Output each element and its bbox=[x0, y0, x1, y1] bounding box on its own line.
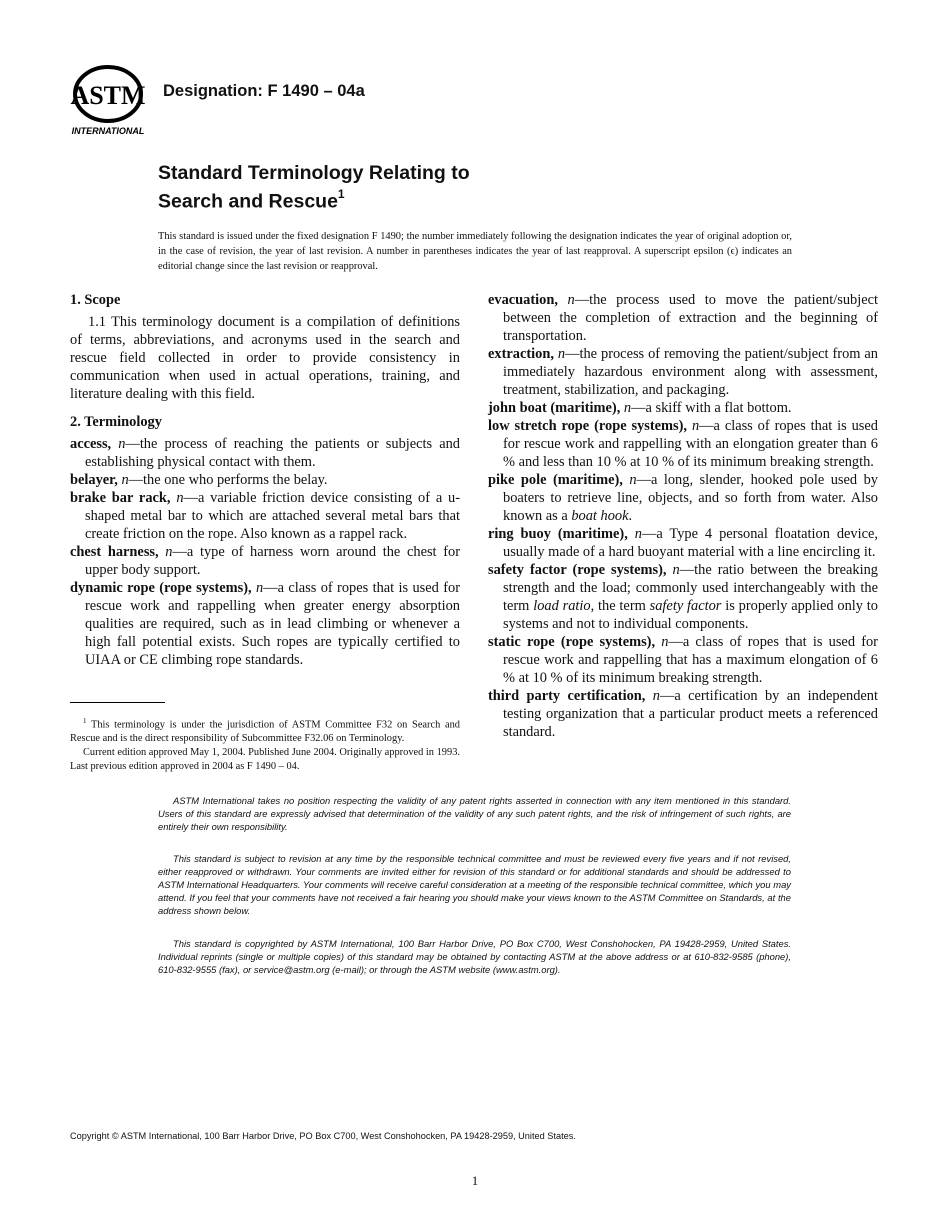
copyright-notice: This standard is copyrighted by ASTM International, 100 Barr Harbor Drive, PO Box C700, West Conshohocken, PA 19428-2959, United States. Individual reprints (single or multiple copies) of this standard may be obtained by contacting ASTM at the above address or at 610-832-9585 (phone), 610-832-9555 (fax), or service@astm.org (e-mail); or through the ASTM website (www.astm.org). bbox=[158, 938, 791, 975]
term-entry bbox=[488, 399, 878, 417]
term-definition-cont: , the term bbox=[590, 598, 650, 614]
term-entry bbox=[488, 345, 878, 399]
term-definition: —a variable friction device consisting of a u-shaped metal bar to which are attached several metal bars that create friction on the rope. Also known as a rappel rack. bbox=[85, 490, 461, 542]
term-italic: boat hook bbox=[571, 508, 629, 524]
copyright-line: Copyright © ASTM International, 100 Barr Harbor Drive, PO Box C700, West Conshohocken, PA 19428-2959, United States. bbox=[70, 1131, 576, 1141]
term-name: john boat (maritime), bbox=[488, 400, 621, 416]
right-column bbox=[488, 291, 878, 741]
footnote-divider bbox=[70, 702, 165, 703]
designation: Designation: F 1490 – 04a bbox=[163, 82, 365, 100]
term-definition: —the one who performs the belay. bbox=[128, 472, 328, 488]
logo-letters: ASTM bbox=[70, 81, 146, 110]
term-entry bbox=[488, 417, 878, 471]
term-name: third party certification, bbox=[488, 688, 646, 704]
scope-heading: 1. Scope bbox=[70, 292, 121, 308]
term-tail: is properly applied only to systems and not to individual components. bbox=[503, 598, 879, 632]
term-pos: n bbox=[634, 526, 642, 542]
term-pos: n bbox=[176, 490, 184, 506]
term-pos: n bbox=[623, 400, 632, 416]
term-tail: . bbox=[628, 508, 633, 524]
term-pos: n bbox=[121, 472, 129, 488]
left-column bbox=[70, 291, 460, 669]
term-entry bbox=[488, 633, 878, 687]
term-name: extraction, bbox=[488, 346, 554, 362]
footnote-text-1: This terminology is under the jurisdiction of ASTM Committee F32 on Search and Rescue and is the direct responsibility of Subcommittee F32.06 on Terminology. bbox=[70, 719, 460, 745]
term-name: pike pole (maritime), bbox=[488, 472, 623, 488]
title-line-2-text: Search and Rescue bbox=[158, 190, 338, 213]
term-italic-2: safety factor bbox=[649, 598, 722, 614]
term-pos: n bbox=[567, 292, 575, 308]
term-entry bbox=[70, 543, 460, 579]
term-pos: n bbox=[652, 688, 660, 704]
term-name: belayer, bbox=[70, 472, 118, 488]
revision-notice: This standard is subject to revision at any time by the responsible technical committee and must be reviewed every five years and if not revised, either reapproved or withdrawn. Your comments are invited either for revision of this standard or for additional standards and should be addressed to ASTM International Headquarters. Your comments will receive careful consideration at a meeting of the responsible technical committee, which you may attend. If you feel that your comments have not received a fair hearing you should make your views known to the ASTM Committee on Standards, at the address shown below. bbox=[158, 853, 791, 916]
term-definition: —a long, slender, hooked pole used by boaters to retrieve line, objects, and so forth from water. Also known as a bbox=[503, 472, 878, 524]
term-pos: n bbox=[629, 472, 637, 488]
term-entry bbox=[488, 525, 878, 561]
footnote-mark: 1 bbox=[83, 717, 87, 725]
astm-logo bbox=[68, 64, 152, 138]
term-name: low stretch rope (rope systems), bbox=[488, 418, 688, 434]
term-definition: —a class of ropes that is used for rescue work and rappelling that has a maximum elongation of 6 % at 10 % of its minimum breaking strength. bbox=[503, 634, 878, 686]
footnote-paragraph-2: Current edition approved May 1, 2004. Published June 2004. Originally approved in 1993. Last previous edition approved in 2004 as F 1490 – 04. bbox=[70, 747, 460, 773]
patent-notice: ASTM International takes no position respecting the validity of any patent rights asserted in connection with any item mentioned in this standard. Users of this standard are expressly advised that determination of the validity of any such patent rights, and the risk of infringement of such rights, are entirely their own responsibility. bbox=[158, 795, 791, 832]
term-pos: n bbox=[557, 346, 566, 362]
term-entry bbox=[488, 687, 878, 741]
term-definition: —a certification by an independent testing organization that a particular product meets a referenced standard. bbox=[503, 688, 878, 740]
term-pos: n bbox=[118, 436, 126, 452]
term-definition: —a type of harness worn around the chest for upper body support. bbox=[85, 544, 460, 578]
term-italic: load ratio bbox=[533, 598, 591, 614]
term-pos: n bbox=[165, 544, 173, 560]
term-definition: —a class of ropes that is used for rescue work and rappelling when greater energy absorption qualities are required, such as in lead climbing or whenever a high fall potential exists. Such ropes are typically certified to UIAA or CE climbing rope standards. bbox=[85, 580, 460, 668]
term-entry bbox=[488, 291, 878, 345]
term-pos: n bbox=[672, 562, 680, 578]
term-definition: —the ratio between the breaking strength and the load; commonly used interchangeably with the term bbox=[503, 562, 878, 614]
scope-paragraph: 1.1 This terminology document is a compilation of definitions of terms, abbreviations, and acronyms used in the search and rescue field collected in order to provide consistency in communication when used in actual operations, training, and literature dealing with this field. bbox=[70, 314, 460, 402]
term-definition: —the process used to move the patient/subject between the completion of extraction and the beginning of transportation. bbox=[503, 292, 878, 344]
term-name: brake bar rack, bbox=[70, 490, 171, 506]
term-entry bbox=[70, 579, 460, 669]
term-name: static rope (rope systems), bbox=[488, 634, 656, 650]
term-name: dynamic rope (rope systems), bbox=[70, 580, 252, 596]
term-name: chest harness, bbox=[70, 544, 159, 560]
term-entry bbox=[70, 435, 460, 471]
term-pos: n bbox=[691, 418, 700, 434]
term-entry bbox=[70, 471, 460, 489]
astm-logo-mark bbox=[68, 64, 152, 138]
term-name: access, bbox=[70, 436, 112, 452]
terminology-heading: 2. Terminology bbox=[70, 414, 162, 430]
term-entry bbox=[488, 561, 878, 633]
term-name: ring buoy (maritime), bbox=[488, 526, 628, 542]
term-pos: n bbox=[661, 634, 669, 650]
issue-note: This standard is issued under the fixed designation F 1490; the number immediately following the designation indicates the year of original adoption or, in the case of revision, the year of last revision. A number in parentheses indicates the year of last reapproval. A superscript epsilon (ϵ) indicates an editorial change since the last revision or reapproval. bbox=[158, 231, 792, 272]
term-definition: —a skiff with a flat bottom. bbox=[631, 400, 792, 416]
page-title bbox=[158, 162, 470, 214]
term-name: evacuation, bbox=[488, 292, 558, 308]
term-entry bbox=[488, 471, 878, 525]
footnote bbox=[70, 714, 460, 774]
term-definition: —a Type 4 personal floatation device, usually made of a hard buoyant material with a line encircling it. bbox=[503, 526, 879, 560]
term-definition: —the process of removing the patient/subject from an immediately hazardous environment along with assessment, treatment, stabilization, and packaging. bbox=[503, 346, 878, 398]
term-definition: —a class of ropes that is used for rescue work and rappelling with an elongation greater than 6 % and less than 10 % at 10 % of its minimum breaking strength. bbox=[503, 418, 878, 470]
term-entry bbox=[70, 489, 460, 543]
logo-subtitle: INTERNATIONAL bbox=[71, 126, 145, 136]
term-definition: —the process of reaching the patients or subjects and establishing physical contact with them. bbox=[85, 436, 460, 470]
title-footnote-mark: 1 bbox=[337, 187, 345, 201]
title-line-1: Standard Terminology Relating to bbox=[158, 162, 470, 184]
footnote-paragraph-1 bbox=[70, 714, 460, 746]
term-pos: n bbox=[256, 580, 264, 596]
title-line-2 bbox=[158, 185, 470, 214]
page-number: 1 bbox=[471, 1173, 479, 1188]
term-name: safety factor (rope systems), bbox=[488, 562, 667, 578]
